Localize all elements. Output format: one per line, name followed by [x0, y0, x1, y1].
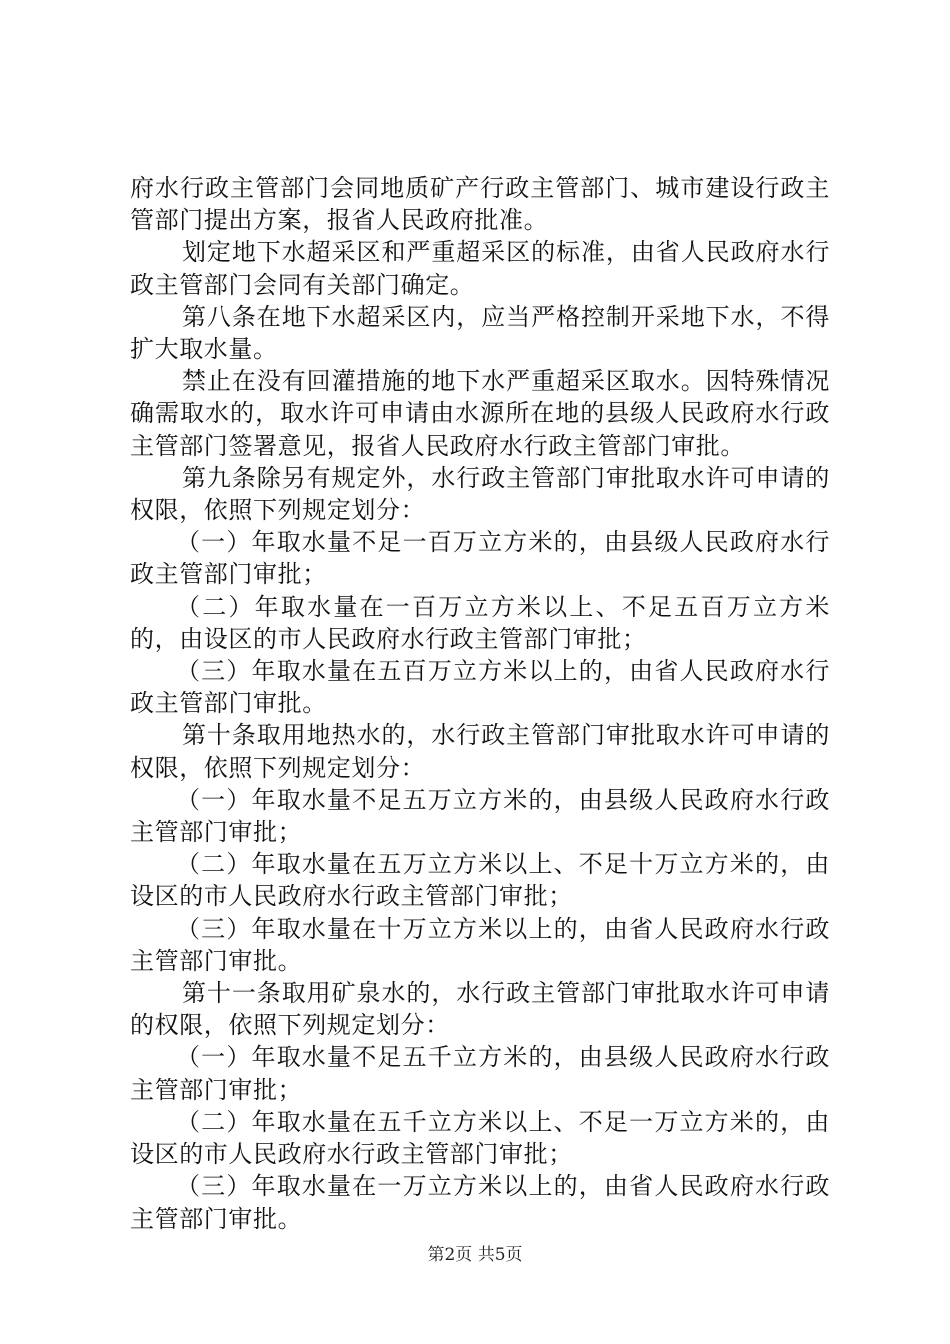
paragraph: （一）年取水量不足一百万立方米的，由县级人民政府水行政主管部门审批； [130, 528, 830, 589]
paragraph: 划定地下水超采区和严重超采区的标准，由省人民政府水行政主管部门会同有关部门确定。 [130, 238, 830, 299]
paragraph: （三）年取水量在五百万立方米以上的，由省人民政府水行政主管部门审批。 [130, 657, 830, 718]
paragraph: （二）年取水量在五万立方米以上、不足十万立方米的，由设区的市人民政府水行政主管部门审批； [130, 850, 830, 911]
paragraph: 第十一条取用矿泉水的，水行政主管部门审批取水许可申请的权限，依照下列规定划分： [130, 979, 830, 1040]
paragraph: （一）年取水量不足五千立方米的，由县级人民政府水行政主管部门审批； [130, 1043, 830, 1104]
page-number-footer: 第2页 共5页 [427, 1245, 523, 1265]
paragraph: （三）年取水量在十万立方米以上的，由省人民政府水行政主管部门审批。 [130, 914, 830, 975]
paragraph: 第十条取用地热水的，水行政主管部门审批取水许可申请的权限，依照下列规定划分： [130, 721, 830, 782]
paragraph: （三）年取水量在一万立方米以上的，由省人民政府水行政主管部门审批。 [130, 1172, 830, 1233]
paragraph: 禁止在没有回灌措施的地下水严重超采区取水。因特殊情况确需取水的，取水许可申请由水源所在地的县级人民政府水行政主管部门签署意见，报省人民政府水行政主管部门审批。 [130, 367, 830, 460]
paragraph: 第九条除另有规定外，水行政主管部门审批取水许可申请的权限，依照下列规定划分： [130, 463, 830, 525]
document-body [130, 172, 830, 1235]
paragraph: （二）年取水量在五千立方米以上、不足一万立方米的，由设区的市人民政府水行政主管部门审批； [130, 1107, 830, 1169]
paragraph: （二）年取水量在一百万立方米以上、不足五百万立方米的，由设区的市人民政府水行政主管部门审批； [130, 592, 830, 653]
paragraph: 第八条在地下水超采区内，应当严格控制开采地下水，不得扩大取水量。 [130, 302, 830, 364]
paragraph: 府水行政主管部门会同地质矿产行政主管部门、城市建设行政主管部门提出方案，报省人民政府批准。 [130, 174, 830, 235]
paragraph: （一）年取水量不足五万立方米的，由县级人民政府水行政主管部门审批； [130, 785, 830, 847]
